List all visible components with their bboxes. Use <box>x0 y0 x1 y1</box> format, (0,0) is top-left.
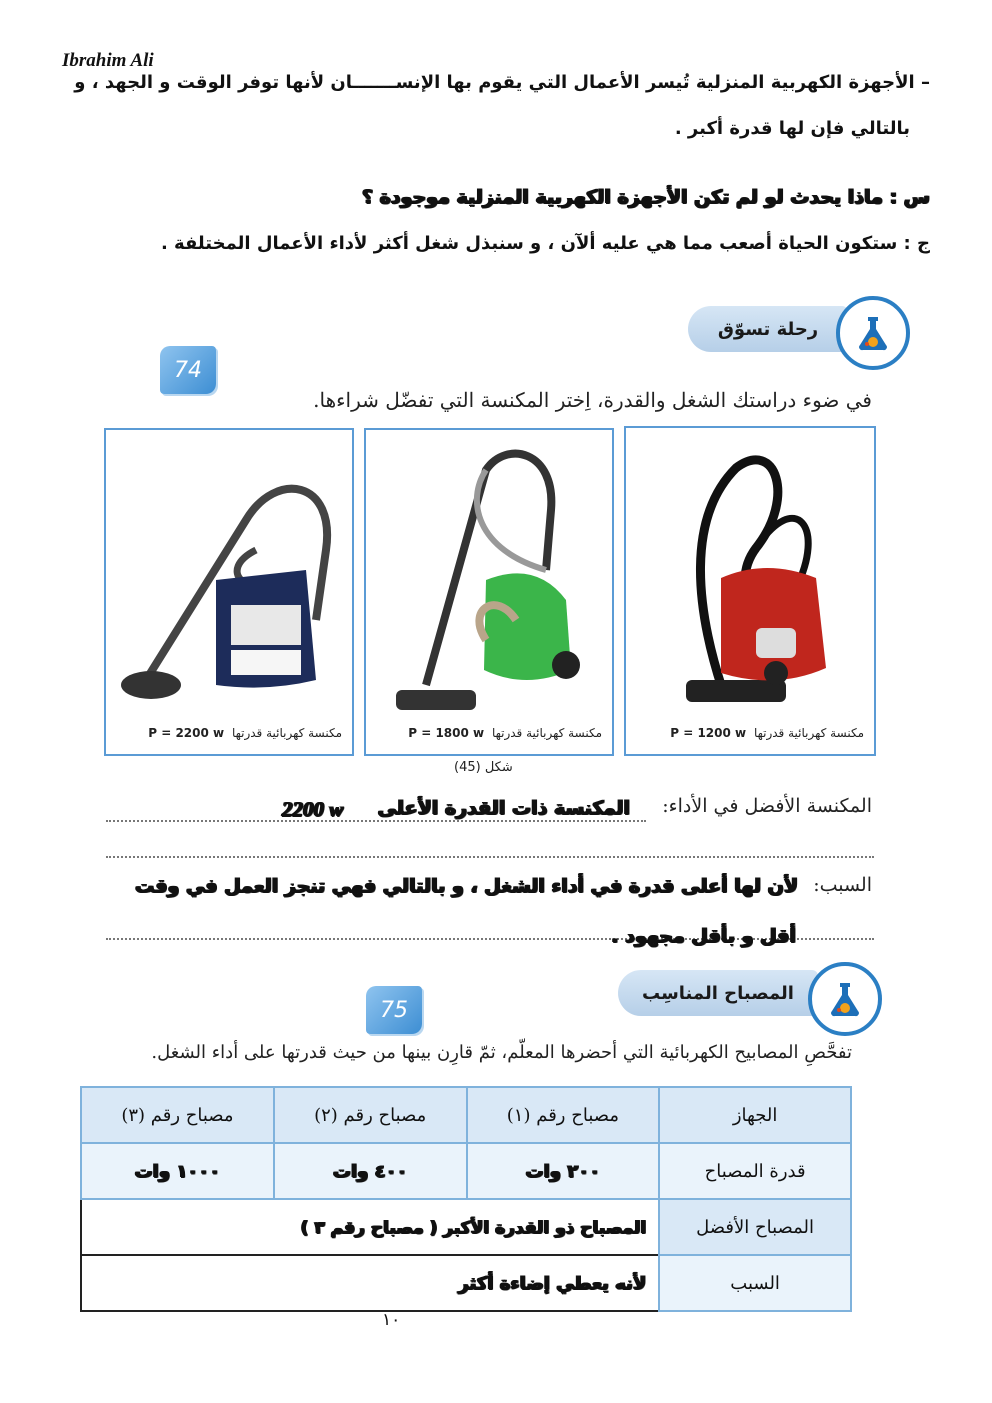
reason-line-1: لأن لها أعلى قدرة في أداء الشغل ، و بالتالي فهي تنجز العمل في وقت <box>134 875 798 897</box>
row-header: قدرة المصباح <box>659 1143 851 1199</box>
activity-title-text: المصباح المناسِب <box>642 982 794 1004</box>
question-text: س : ماذا يحدث لو لم تكن الأجهزة الكهربية المنزلية موجودة ؟ <box>361 186 930 208</box>
activity-prompt: في ضوء دراستك الشغل والقدرة، اِختر المكنسة التي تفضّل شراءها. <box>313 388 872 412</box>
activity-number-badge: 75 <box>366 986 422 1034</box>
best-vacuum-value: 2200 w <box>282 797 344 821</box>
vacuum-caption-2: مكنسة كهربائية قدرتها P = 1800 w <box>408 726 602 740</box>
table-cell: ٤٠٠ وات <box>274 1143 467 1199</box>
vacuum-card-1800 <box>364 428 614 756</box>
table-row <box>81 1255 851 1311</box>
vacuum-caption-3: مكنسة كهربائية قدرتها P = 2200 w <box>148 726 342 740</box>
figure-label: شكل (45) <box>454 760 513 775</box>
vacuum-card-2200 <box>104 428 354 756</box>
best-vacuum-label: المكنسة الأفضل في الأداء: <box>662 795 872 817</box>
lamp-comparison-table <box>80 1086 852 1312</box>
green-vacuum-image <box>366 430 612 720</box>
reason-label: السبب: <box>813 874 872 896</box>
table-cell: ٢٠٠ وات <box>467 1143 660 1199</box>
vacuum-caption-1: مكنسة كهربائية قدرتها P = 1200 w <box>670 726 864 740</box>
activity-title-shopping <box>688 306 848 352</box>
answer-dotted-line-1 <box>106 820 646 822</box>
activity-title-lamp <box>618 970 818 1016</box>
flask-icon <box>808 962 882 1036</box>
reason-line-2: أقل و بأقل مجهود . <box>611 925 796 947</box>
table-row <box>81 1143 851 1199</box>
flask-icon <box>836 296 910 370</box>
red-vacuum-image <box>626 428 874 718</box>
activity-title-text: رحلة تسوّق <box>717 318 819 340</box>
best-vacuum-answer: المكنسة ذات القدرة الأعلى <box>377 797 630 819</box>
row-header: المصباح الأفضل <box>659 1199 851 1255</box>
table-cell: مصباح رقم (٣) <box>81 1087 274 1143</box>
blue-vacuum-image <box>106 430 352 720</box>
table-cell: المصباح ذو القدرة الأكبر ( مصباح رقم ٣ ) <box>81 1199 659 1255</box>
table-cell: ١٠٠٠ وات <box>81 1143 274 1199</box>
row-header: السبب <box>659 1255 851 1311</box>
activity-prompt: تفحَّصِ المصابيح الكهربائية التي أحضرها المعلّم، ثمّ قارِن بينها من حيث قدرتها على أداء الشغل. <box>151 1042 852 1063</box>
table-row <box>81 1199 851 1255</box>
vacuum-card-1200 <box>624 426 876 756</box>
answer-text: ج : ستكون الحياة أصعب مما هي عليه ألآن ، و سنبذل شغل أكثر لأداء الأعمال المختلفة . <box>160 233 930 254</box>
page-number: ١٠ <box>382 1310 401 1330</box>
table-cell: مصباح رقم (١) <box>467 1087 660 1143</box>
table-row <box>81 1087 851 1143</box>
table-cell: مصباح رقم (٢) <box>274 1087 467 1143</box>
table-cell: لأنه يعطي إضاءة أكثر <box>81 1255 659 1311</box>
row-header: الجهاز <box>659 1087 851 1143</box>
intro-line-1: – الأجهزة الكهربية المنزلية تُيسر الأعمال التي يقوم بها الإنســـــــان لأنها توفر الوقت و الجهد ، و <box>74 72 930 93</box>
author-name: Ibrahim Ali <box>62 50 154 71</box>
activity-number-badge: 74 <box>160 346 216 394</box>
intro-line-2: بالتالي فإن لها قدرة أكبر . <box>674 118 910 139</box>
answer-dotted-line-2 <box>106 856 874 858</box>
